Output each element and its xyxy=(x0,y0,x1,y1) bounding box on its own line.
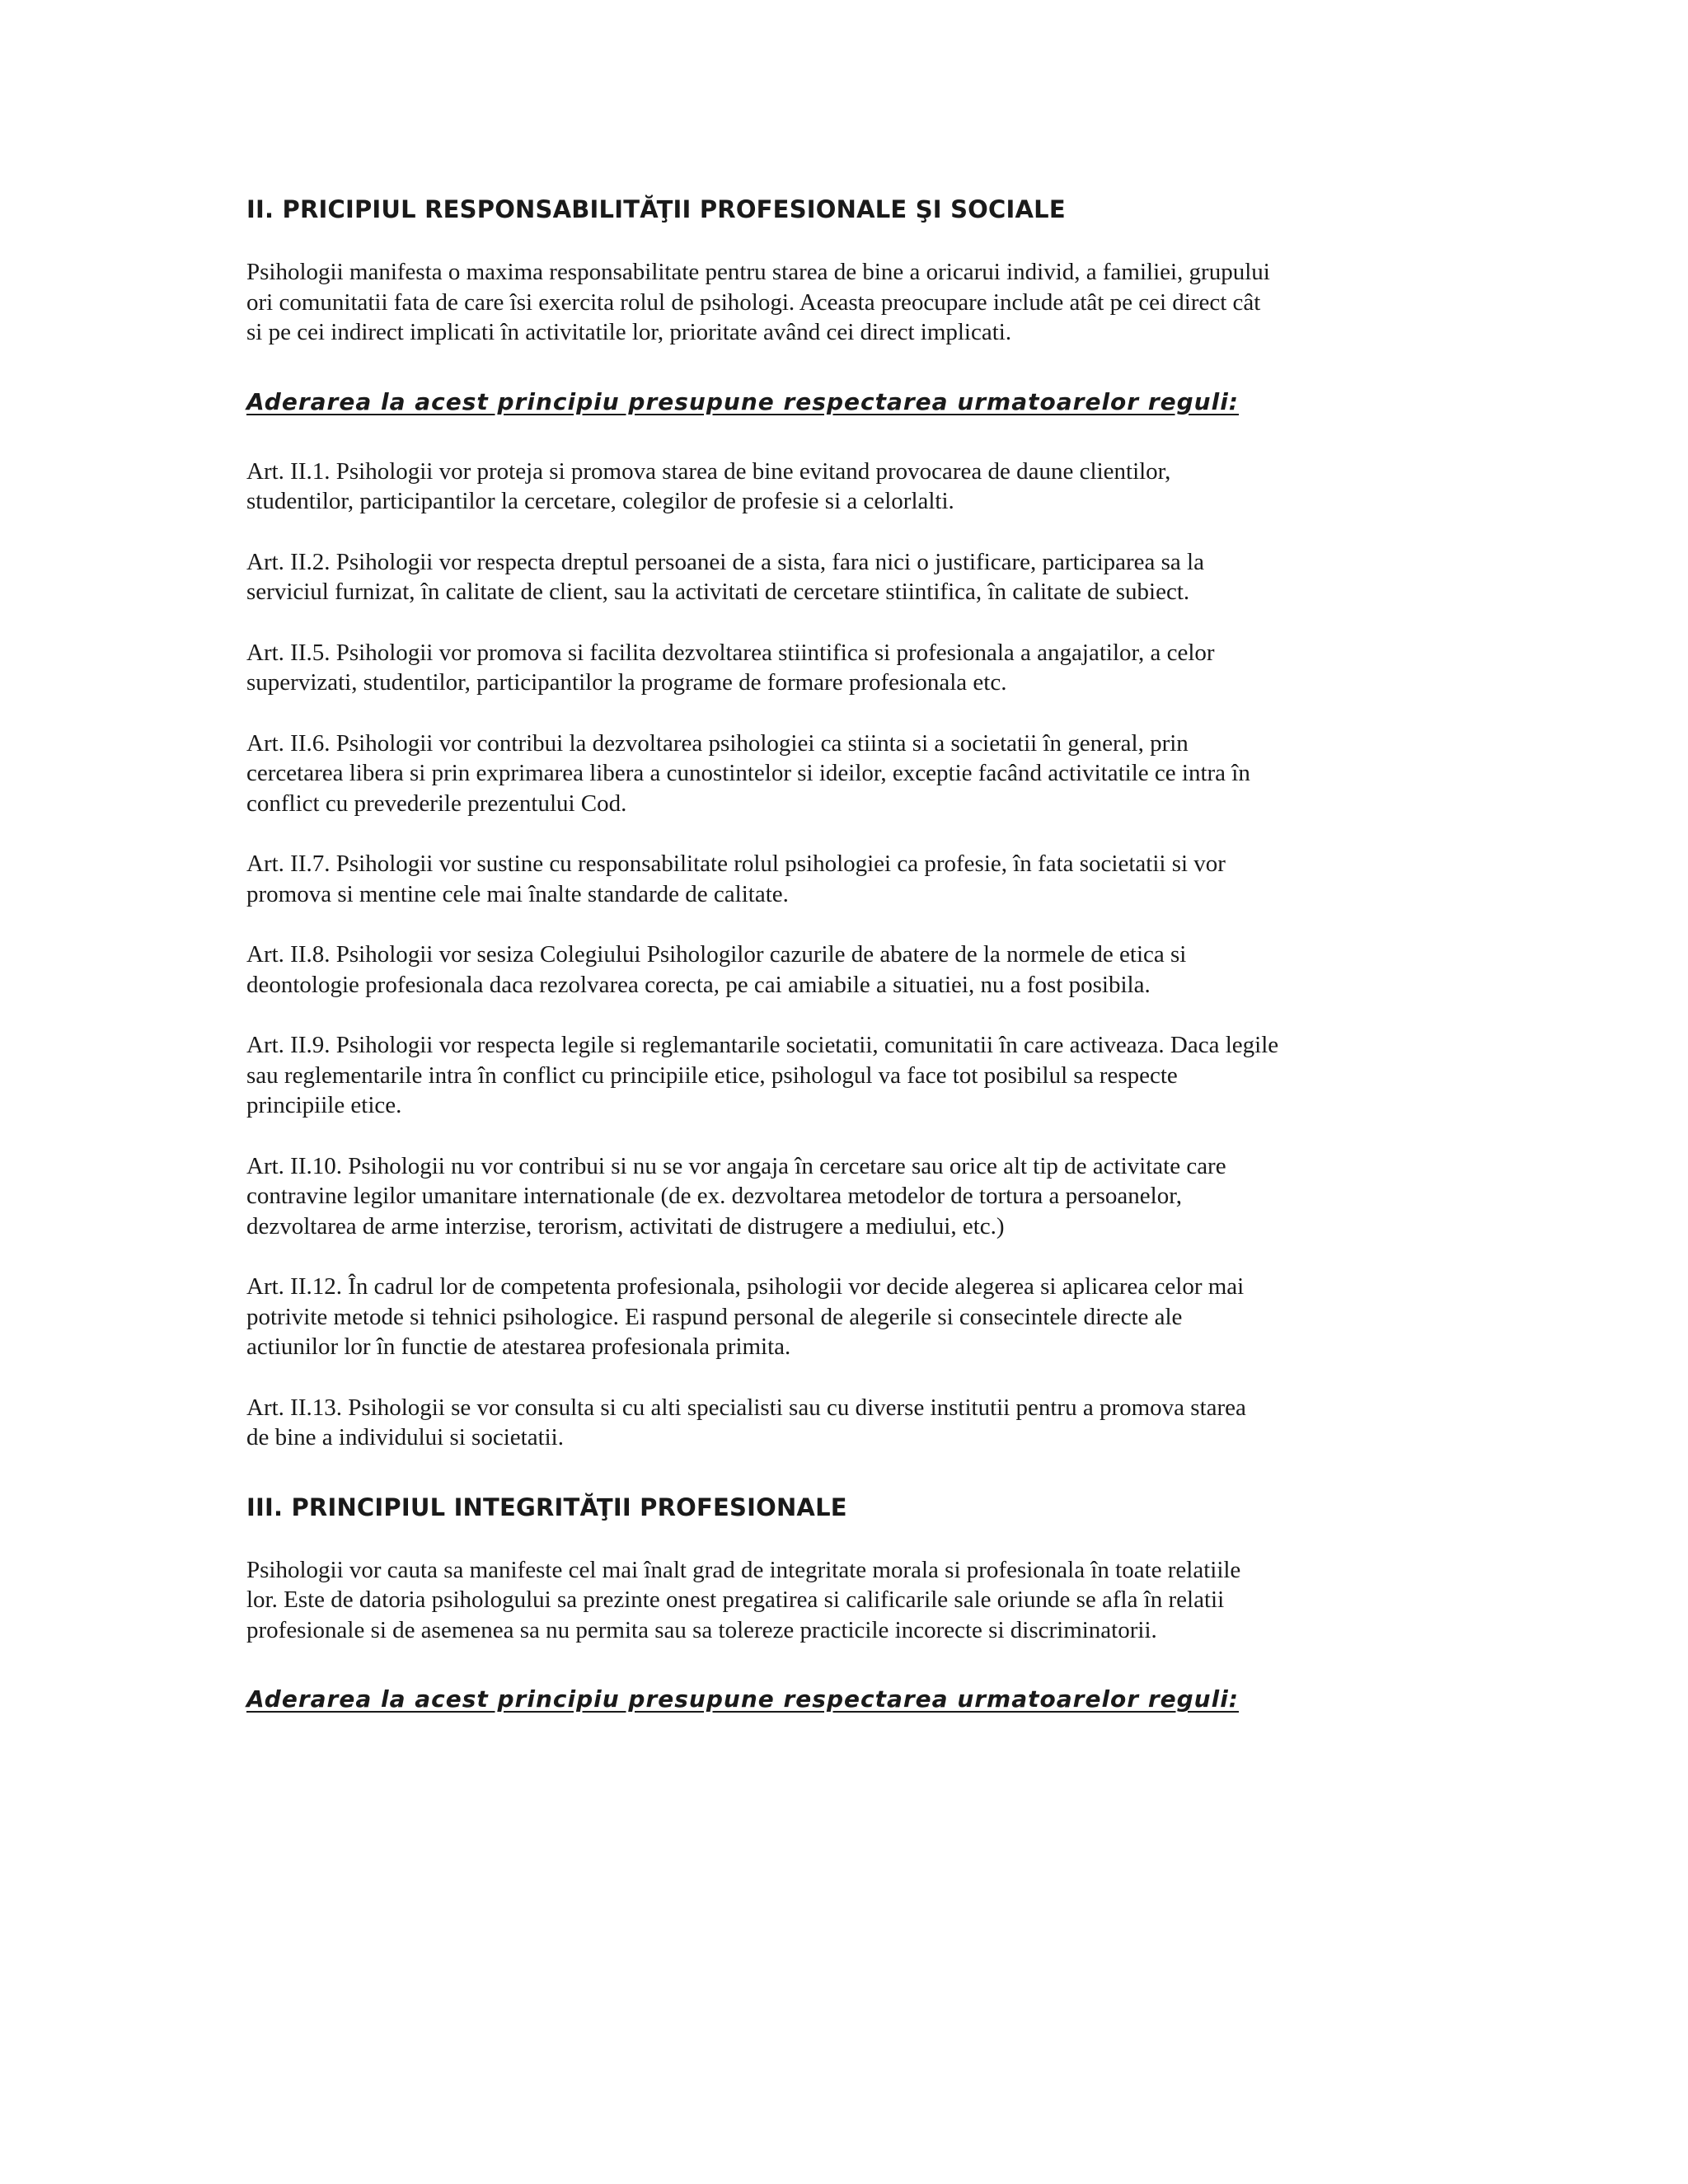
text-line: potrivite metode si tehnici psihologice. Ei raspund personal de alegerile si consecintele directe ale xyxy=(246,1303,1183,1330)
text-line: actiunilor lor în functie de atestarea profesionala primita. xyxy=(246,1333,791,1360)
text-line: Psihologii manifesta o maxima responsabilitate pentru starea de bine a oricarui individ, a familiei, grupului xyxy=(246,259,1270,285)
text-line: serviciul furnizat, în calitate de client, sau la activitati de cercetare stiintifica, în calitate de subiect. xyxy=(246,579,1190,605)
article-ii-12 xyxy=(246,1272,1450,1362)
text-line: profesionale si de asemenea sa nu permita sau sa tolereze practicile incorecte si discriminatorii. xyxy=(246,1616,1157,1643)
text-line: Art. II.5. Psihologii vor promova si facilita dezvoltarea stiintifica si profesionala a angajatilor, a celor xyxy=(246,639,1215,666)
section-heading-responsabilitate: II. PRICIPIUL RESPONSABILITĂŢII PROFESIONALE ŞI SOCIALE xyxy=(246,195,1066,223)
article-ii-9 xyxy=(246,1030,1450,1121)
section-intro-paragraph xyxy=(246,1555,1450,1646)
text-line: Psihologii vor cauta sa manifeste cel mai înalt grad de integritate morala si profesionala în toate relatiile xyxy=(246,1556,1241,1583)
text-line: supervizati, studentilor, participantilor la programe de formare profesionala etc. xyxy=(246,669,1007,696)
text-line: Art. II.10. Psihologii nu vor contribui si nu se vor angaja în cercetare sau orice alt tip de activitate care xyxy=(246,1152,1226,1179)
article-ii-13 xyxy=(246,1393,1450,1453)
text-line: de bine a individului si societatii. xyxy=(246,1424,564,1451)
text-line: lor. Este de datoria psihologului sa prezinte onest pregatirea si calificarile sale oriunde se afla în relatii xyxy=(246,1586,1225,1613)
text-line: studentilor, participantilor la cercetare, colegilor de profesie si a celorlalti. xyxy=(246,488,954,514)
text-line: Art. II.7. Psihologii vor sustine cu responsabilitate rolul psihologiei ca profesie, în fata societatii si vor xyxy=(246,851,1226,877)
article-ii-1 xyxy=(246,457,1450,517)
rules-intro-heading: Aderarea la acest principiu presupune respectarea urmatoarelor reguli: xyxy=(246,387,1239,415)
text-line: principiile etice. xyxy=(246,1092,402,1118)
text-line: dezvoltarea de arme interzise, terorism, activitati de distrugere a mediului, etc.) xyxy=(246,1212,1005,1240)
text-line: promova si mentine cele mai înalte standarde de calitate. xyxy=(246,880,789,907)
text-line: cercetarea libera si prin exprimarea libera a cunostintelor si ideilor, exceptie facând activitatile ce intra în xyxy=(246,760,1250,786)
text-line: Art. II.2. Psihologii vor respecta dreptul persoanei de a sista, fara nici o justificare, participarea sa la xyxy=(246,548,1204,575)
text-line: si pe cei indirect implicati în activitatile lor, prioritate având cei direct implicati. xyxy=(246,319,1012,345)
article-ii-8 xyxy=(246,940,1450,1000)
text-line: contravine legilor umanitare internationale (de ex. dezvoltarea metodelor de tortura a persoanelor, xyxy=(246,1183,1182,1209)
text-line: Art. II.12. În cadrul lor de competenta profesionala, psihologii vor decide alegerea si aplicarea celor mai xyxy=(246,1273,1245,1300)
article-ii-2 xyxy=(246,547,1450,607)
text-line: Art. II.6. Psihologii vor contribui la dezvoltarea psihologiei ca stiinta si a societatii în general, prin xyxy=(246,729,1189,757)
rules-intro-heading: Aderarea la acest principiu presupune respectarea urmatoarelor reguli: xyxy=(246,1685,1239,1713)
section-heading-integritate: III. PRINCIPIUL INTEGRITĂŢII PROFESIONALE xyxy=(246,1493,847,1521)
section-intro-paragraph xyxy=(246,257,1450,348)
text-line: deontologie profesionala daca rezolvarea corecta, pe cai amiabile a situatiei, nu a fost posibila. xyxy=(246,971,1151,998)
text-line: conflict cu prevederile prezentului Cod. xyxy=(246,790,627,817)
text-line: Art. II.13. Psihologii se vor consulta si cu alti specialisti sau cu diverse institutii pentru a promova starea xyxy=(246,1394,1246,1421)
text-line: Art. II.9. Psihologii vor respecta legile si reglemantarile societatii, comunitatii în care activeaza. Daca legile xyxy=(246,1032,1279,1058)
text-line: Art. II.1. Psihologii vor proteja si promova starea de bine evitand provocarea de daune clientilor, xyxy=(246,457,1171,485)
article-ii-7 xyxy=(246,849,1450,909)
article-ii-6 xyxy=(246,729,1450,819)
article-ii-5 xyxy=(246,638,1450,698)
text-line: ori comunitatii fata de care îsi exercita rolul de psihologi. Aceasta preocupare include atât pe cei direct cât xyxy=(246,288,1261,316)
page-content xyxy=(246,193,1450,1716)
text-line: sau reglementarile intra în conflict cu principiile etice, psihologul va face tot posibilul sa respecte xyxy=(246,1062,1178,1089)
text-line: Art. II.8. Psihologii vor sesiza Colegiului Psihologilor cazurile de abatere de la normele de etica si xyxy=(246,941,1187,968)
article-ii-10 xyxy=(246,1151,1450,1242)
